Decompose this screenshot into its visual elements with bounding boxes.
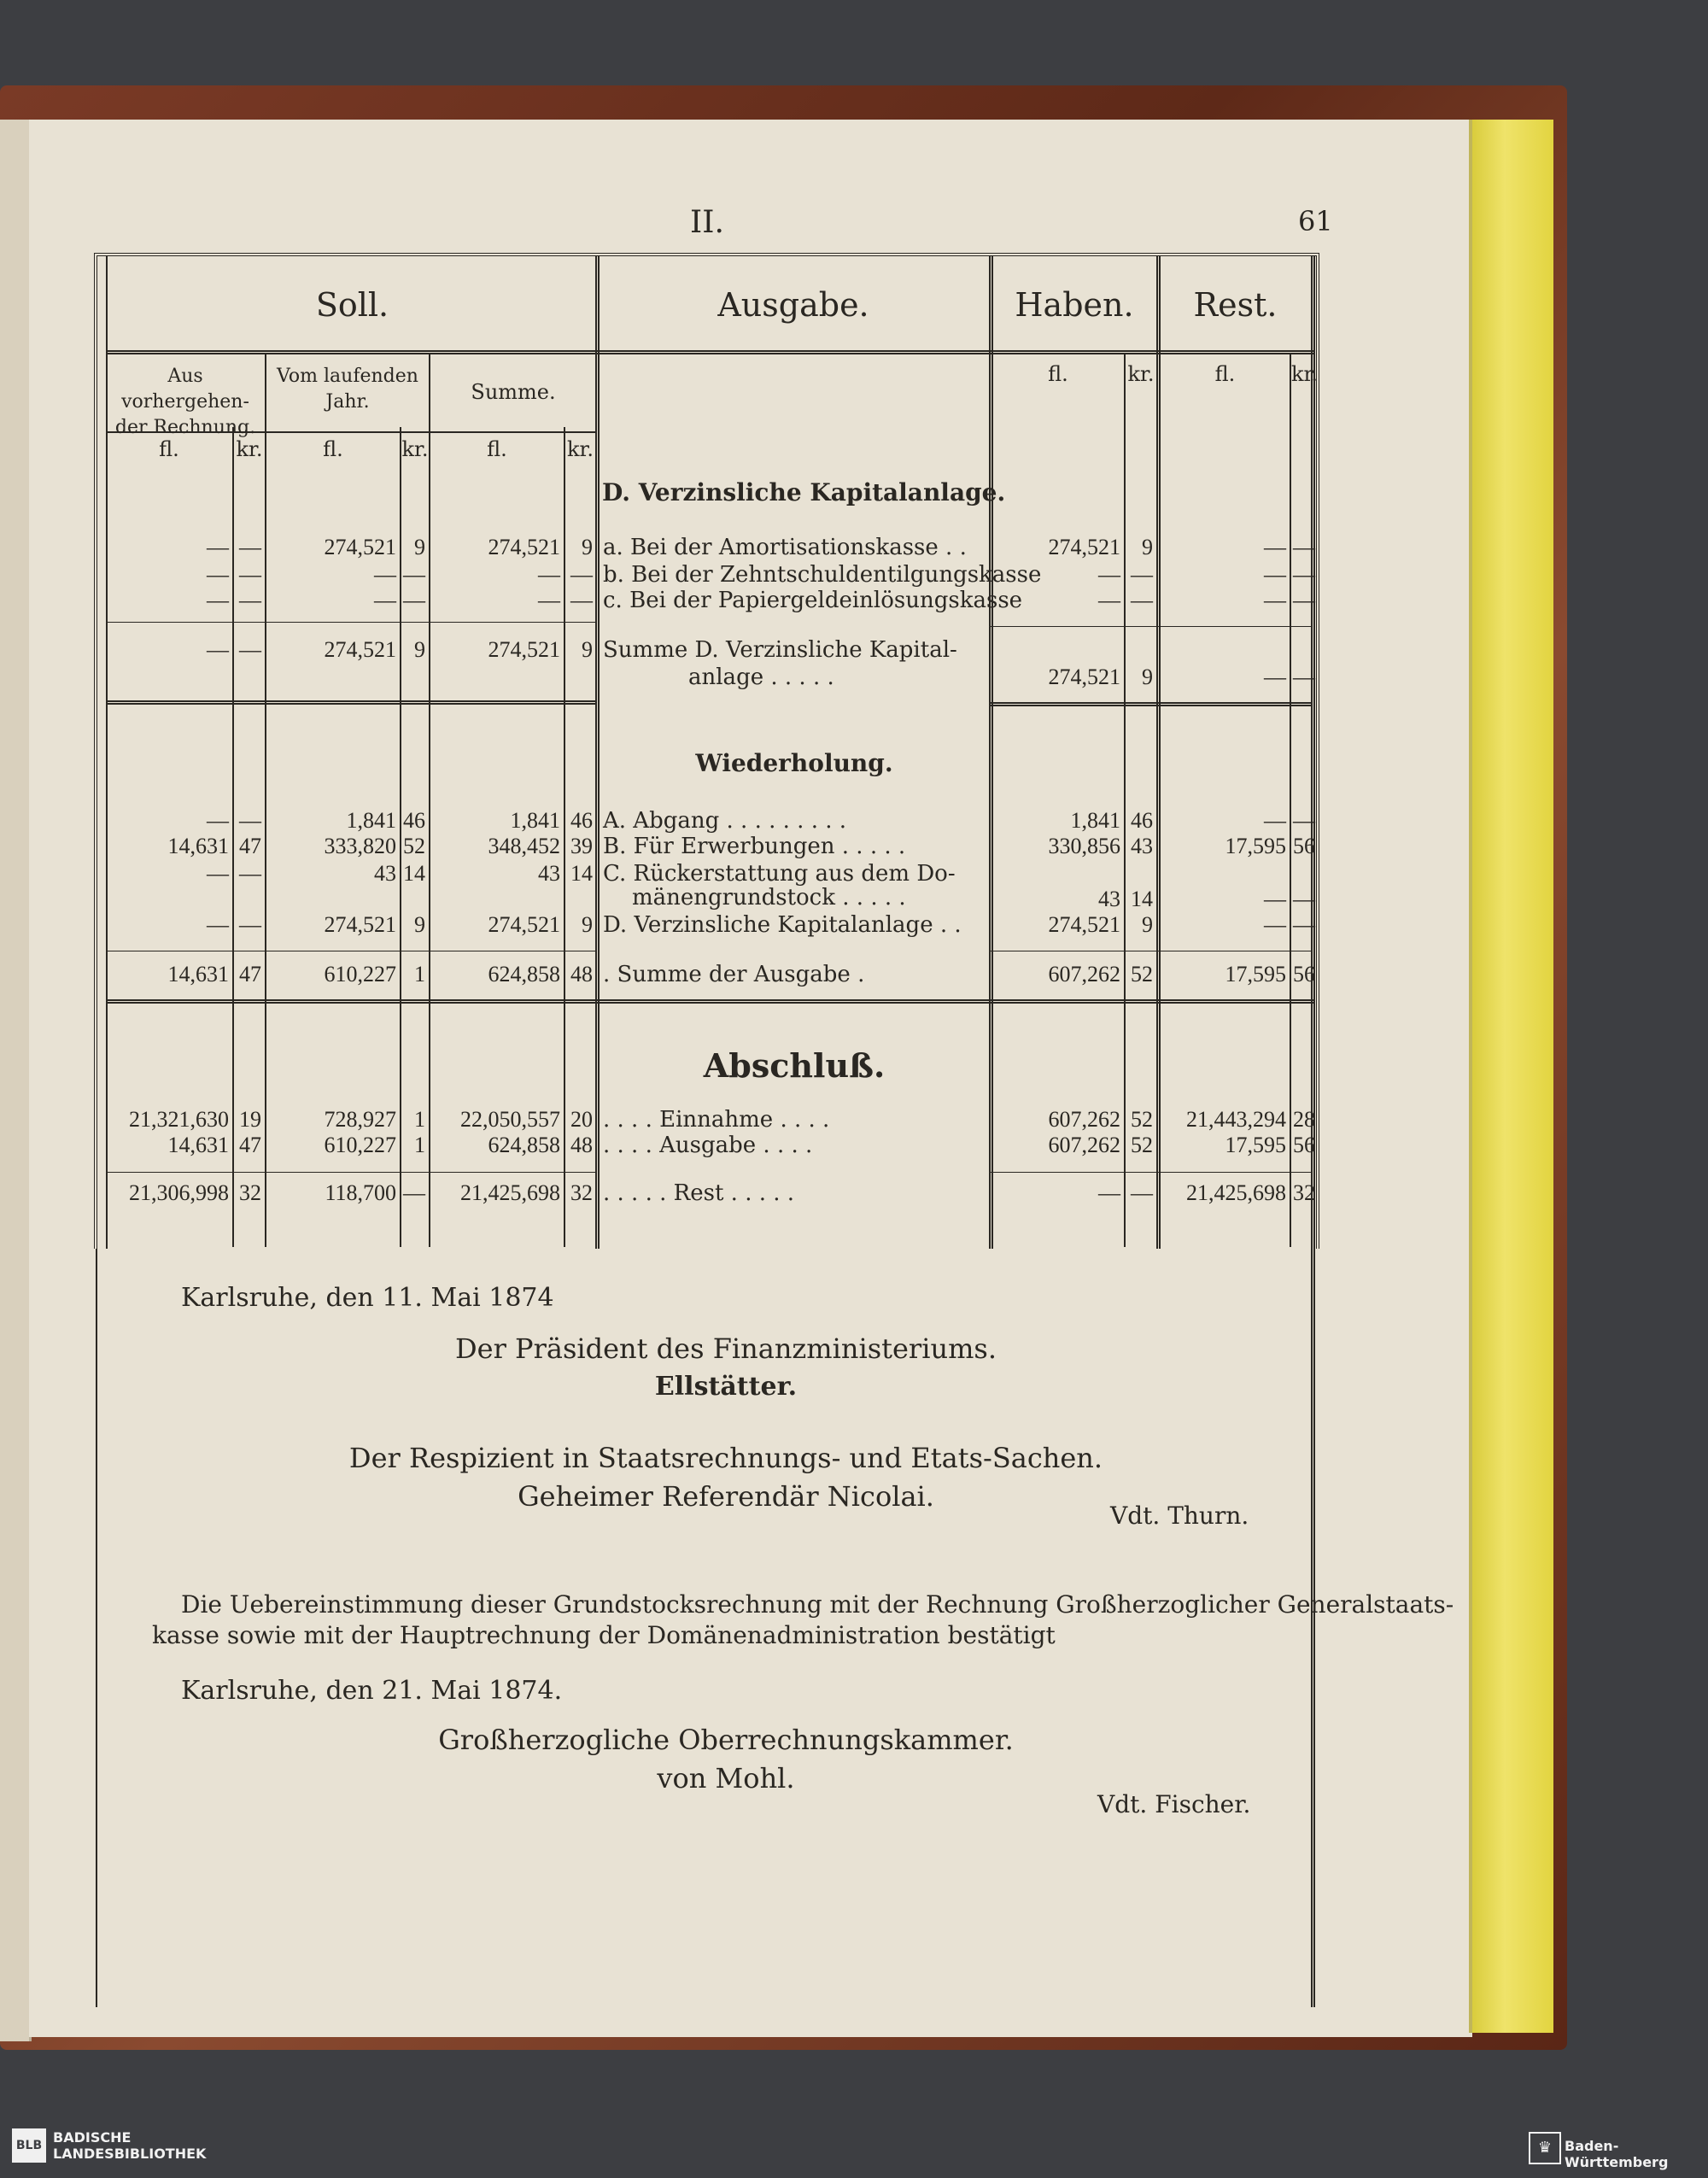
abschluss-row-0-rest-fl: 21,443,294 xyxy=(1186,1107,1286,1132)
section-d-row-2-lauf-fl: — xyxy=(374,588,396,612)
unit-kr-rest: kr. xyxy=(1291,362,1319,386)
section-d-total-hab-kr: 9 xyxy=(1142,665,1153,689)
section-d-row-1-hab-fl: — xyxy=(1098,562,1120,587)
rule-after-total-d-right xyxy=(991,702,1311,706)
abschluss-row-1-sum-kr: 48 xyxy=(570,1133,593,1157)
abschluss-total-rest-fl: 21,425,698 xyxy=(1186,1180,1286,1205)
section-d-row-2-label: c. Bei der Papiergeldeinlösungskasse xyxy=(603,588,1023,613)
blb-logo[interactable]: BLB xyxy=(12,2128,46,2163)
section-d-row-0-aus-fl: — xyxy=(207,535,229,559)
section-d-total-label-2: anlage . . . . . xyxy=(688,665,834,690)
president-title: Der Präsident des Finanzministeriums. xyxy=(454,1332,997,1365)
wiederholung-row-0-label: A. Abgang . . . . . . . . . xyxy=(603,808,847,834)
col-line-ausgabe xyxy=(595,256,600,1249)
respizient-title: Der Respizient in Staatsrechnungs- und Etats-Sachen. xyxy=(348,1442,1103,1474)
header-rest: Rest. xyxy=(1193,286,1278,324)
abschluss-total-sum-kr: 32 xyxy=(570,1180,593,1205)
wiederholung-row-1-sum-kr: 39 xyxy=(570,834,593,858)
wiederholung-row-3-lauf-kr: 9 xyxy=(414,912,425,937)
wiederholung-row-1-label: B. Für Erwerbungen . . . . . xyxy=(603,834,906,859)
wiederholung-row-1-hab-kr: 43 xyxy=(1131,834,1153,858)
wiederholung-row-1-sum-fl: 348,452 xyxy=(488,834,560,858)
unit-kr-lauf: kr. xyxy=(401,437,429,461)
abschluss-total-label: . . . . . Rest . . . . . xyxy=(603,1180,795,1206)
abschluss-row-0-sum-kr: 20 xyxy=(570,1107,593,1132)
section-d-row-2-hab-fl: — xyxy=(1098,588,1120,612)
abschluss-total-lauf-kr: — xyxy=(403,1180,425,1205)
wiederholung-row-0-sum-kr: 46 xyxy=(570,808,593,833)
page-number: 61 xyxy=(1298,205,1333,237)
unit-fl-aus: fl. xyxy=(159,437,179,461)
section-d-total-aus-fl: — xyxy=(207,637,229,662)
section-d-row-1-aus-fl: — xyxy=(207,562,229,587)
rule-after-sum-ausgabe xyxy=(106,999,1314,1004)
unit-kr-haben: kr. xyxy=(1127,362,1155,386)
bw-name: Baden-Württemberg xyxy=(1565,2138,1669,2170)
section-d-row-2-hab-kr: — xyxy=(1131,588,1153,612)
section-d-total-rest-kr: — xyxy=(1293,665,1315,689)
unit-fl-sum: fl. xyxy=(487,437,507,461)
wiederholung-total-sum-fl: 624,858 xyxy=(488,962,560,987)
unit-kr-sum: kr. xyxy=(566,437,594,461)
abschluss-total-aus-kr: 32 xyxy=(239,1180,261,1205)
abschluss-row-1-lauf-fl: 610,227 xyxy=(324,1133,396,1157)
wiederholung-total-hab-fl: 607,262 xyxy=(1048,962,1120,987)
section-d-row-0-aus-kr: — xyxy=(239,535,261,559)
president-name: Ellstätter. xyxy=(654,1372,798,1402)
header-ausgabe: Ausgabe. xyxy=(717,286,869,324)
unit-fl-rest: fl. xyxy=(1214,362,1236,386)
wiederholung-row-2-sum-kr: 14 xyxy=(570,861,593,886)
section-d-row-0-lauf-fl: 274,521 xyxy=(324,535,396,559)
section-d-total-rest-fl: — xyxy=(1264,665,1286,689)
date-line-1: Karlsruhe, den 11. Mai 1874 xyxy=(181,1283,554,1313)
wiederholung-row-0-hab-fl: 1,841 xyxy=(1070,808,1120,833)
page-edge xyxy=(1469,120,1553,2033)
wiederholung-row-2-hab-fl: 43 xyxy=(1098,887,1120,911)
wiederholung-row-0-aus-fl: — xyxy=(207,808,229,833)
wiederholung-row-2-aus-kr: — xyxy=(239,861,261,886)
wiederholung-row-0-rest-fl: — xyxy=(1264,808,1286,833)
section-d-row-0-sum-kr: 9 xyxy=(582,535,593,559)
abschluss-row-1-rest-fl: 17,595 xyxy=(1225,1133,1286,1157)
section-d-row-0-label: a. Bei der Amortisationskasse . . xyxy=(603,535,967,560)
abschluss-row-1-label: . . . . Ausgabe . . . . xyxy=(603,1133,813,1158)
abschluss-row-0-aus-fl: 21,321,630 xyxy=(129,1107,229,1132)
section-d-row-2-sum-fl: — xyxy=(538,588,560,612)
abschluss-row-1-aus-fl: 14,631 xyxy=(167,1133,229,1157)
section-d-total-hab-fl: 274,521 xyxy=(1048,665,1120,689)
rule-before-rest-right xyxy=(991,1172,1311,1173)
col-line-haben xyxy=(989,256,993,1249)
wiederholung-title: Wiederholung. xyxy=(695,749,893,777)
chamber-title: Großherzogliche Oberrechnungskammer. xyxy=(438,1724,1014,1756)
abschluss-total-aus-fl: 21,306,998 xyxy=(129,1180,229,1205)
unit-fl-haben: fl. xyxy=(1048,362,1068,386)
wiederholung-row-3-lauf-fl: 274,521 xyxy=(324,912,396,937)
abschluss-row-1-hab-kr: 52 xyxy=(1131,1133,1153,1157)
section-d-row-1-lauf-kr: — xyxy=(403,562,425,587)
wiederholung-row-0-lauf-fl: 1,841 xyxy=(346,808,396,833)
col-line-rest xyxy=(1156,256,1161,1249)
section-d-row-0-rest-kr: — xyxy=(1293,535,1315,559)
section-d-total-lauf-kr: 9 xyxy=(414,637,425,662)
abschluss-row-0-lauf-kr: 1 xyxy=(414,1107,425,1132)
section-d-total-aus-kr: — xyxy=(239,637,261,662)
rule-before-total-d xyxy=(106,622,595,623)
wiederholung-row-2-lauf-fl: 43 xyxy=(374,861,396,886)
vdt-thurn: Vdt. Thurn. xyxy=(1110,1502,1249,1530)
abschluss-title: Abschluß. xyxy=(703,1046,886,1085)
unit-fl-lauf: fl. xyxy=(323,437,343,461)
vdt-fischer: Vdt. Fischer. xyxy=(1097,1790,1251,1818)
wiederholung-row-0-rest-kr: — xyxy=(1293,808,1315,833)
section-d-total-label-1: Summe D. Verzinsliche Kapital- xyxy=(603,637,957,663)
wiederholung-row-3-rest-fl: — xyxy=(1264,912,1286,937)
abschluss-total-hab-kr: — xyxy=(1131,1180,1153,1205)
blb-name-line-2: LANDESBIBLIOTHEK xyxy=(53,2146,207,2162)
wiederholung-row-0-sum-fl: 1,841 xyxy=(510,808,560,833)
abschluss-row-1-aus-kr: 47 xyxy=(239,1133,261,1157)
section-d-row-2-rest-kr: — xyxy=(1293,588,1315,612)
section-d-row-1-aus-kr: — xyxy=(239,562,261,587)
section-d-row-1-rest-fl: — xyxy=(1264,562,1286,587)
wiederholung-row-2-rest-kr: — xyxy=(1293,887,1315,911)
section-d-row-0-hab-kr: 9 xyxy=(1142,535,1153,559)
wiederholung-total-label: . Summe der Ausgabe . xyxy=(603,962,865,987)
abschluss-row-0-hab-kr: 52 xyxy=(1131,1107,1153,1132)
wiederholung-total-lauf-kr: 1 xyxy=(414,962,425,987)
rule-before-rest xyxy=(106,1172,595,1173)
coat-of-arms-icon: ♛ xyxy=(1529,2132,1561,2164)
blb-name-line-1: BADISCHE xyxy=(53,2129,132,2146)
header-soll: Soll. xyxy=(315,286,389,324)
header-haben: Haben. xyxy=(1015,286,1134,324)
respizient-name: Geheimer Referendär Nicolai. xyxy=(518,1480,934,1513)
section-d-row-2-lauf-kr: — xyxy=(403,588,425,612)
wiederholung-row-2-label-2: mänengrundstock . . . . . xyxy=(632,885,906,910)
section-d-title: D. Verzinsliche Kapitalanlage. xyxy=(602,478,1006,506)
wiederholung-row-0-hab-kr: 46 xyxy=(1131,808,1153,833)
wiederholung-row-3-hab-kr: 9 xyxy=(1142,912,1153,937)
page-border-left xyxy=(96,1249,97,2007)
section-d-total-sum-kr: 9 xyxy=(582,637,593,662)
header-summe: Summe. xyxy=(471,380,556,404)
section-d-row-0-hab-fl: 274,521 xyxy=(1048,535,1120,559)
abschluss-row-1-sum-fl: 624,858 xyxy=(488,1133,560,1157)
section-d-row-1-rest-kr: — xyxy=(1293,562,1315,587)
abschluss-row-0-hab-fl: 607,262 xyxy=(1048,1107,1120,1132)
wiederholung-row-1-hab-fl: 330,856 xyxy=(1048,834,1120,858)
abschluss-total-sum-fl: 21,425,698 xyxy=(460,1180,560,1205)
abschluss-row-1-rest-kr: 56 xyxy=(1293,1133,1315,1157)
wiederholung-row-3-label: D. Verzinsliche Kapitalanlage . . xyxy=(603,912,962,938)
wiederholung-row-1-rest-fl: 17,595 xyxy=(1225,834,1286,858)
col-line-sum xyxy=(429,354,430,1247)
rule-before-total-d-right xyxy=(991,626,1311,627)
wiederholung-row-2-sum-fl: 43 xyxy=(538,861,560,886)
abschluss-total-hab-fl: — xyxy=(1098,1180,1120,1205)
section-d-row-1-sum-kr: — xyxy=(570,562,593,587)
wiederholung-total-aus-kr: 47 xyxy=(239,962,261,987)
abschluss-row-0-sum-fl: 22,050,557 xyxy=(460,1107,560,1132)
wiederholung-row-2-aus-fl: — xyxy=(207,861,229,886)
section-d-row-1-hab-kr: — xyxy=(1131,562,1153,587)
viewer-bottom-bar xyxy=(0,2110,1708,2178)
wiederholung-row-2-hab-kr: 14 xyxy=(1131,887,1153,911)
section-d-row-0-lauf-kr: 9 xyxy=(414,535,425,559)
wiederholung-row-2-rest-fl: — xyxy=(1264,887,1286,911)
abschluss-row-0-lauf-fl: 728,927 xyxy=(324,1107,396,1132)
wiederholung-row-3-rest-kr: — xyxy=(1293,912,1315,937)
left-page-edge xyxy=(0,120,32,2041)
header-rule xyxy=(106,350,1314,354)
wiederholung-row-2-lauf-kr: 14 xyxy=(403,861,425,886)
wiederholung-row-1-lauf-fl: 333,820 xyxy=(324,834,396,858)
abschluss-row-0-aus-kr: 19 xyxy=(239,1107,261,1132)
header-vom-laufenden: Vom laufenden Jahr. xyxy=(277,366,418,413)
confirmation-line-1: Die Uebereinstimmung dieser Grundstocksrechnung mit der Rechnung Großherzoglicher Generalstaats- xyxy=(181,1590,1454,1619)
section-d-row-1-lauf-fl: — xyxy=(374,562,396,587)
wiederholung-row-3-aus-fl: — xyxy=(207,912,229,937)
wiederholung-row-3-sum-kr: 9 xyxy=(582,912,593,937)
wiederholung-total-sum-kr: 48 xyxy=(570,962,593,987)
section-d-row-0-rest-fl: — xyxy=(1264,535,1286,559)
chamber-name: von Mohl. xyxy=(657,1762,795,1795)
wiederholung-total-rest-fl: 17,595 xyxy=(1225,962,1286,987)
abschluss-total-lauf-fl: 118,700 xyxy=(325,1180,396,1205)
wiederholung-total-rest-kr: 56 xyxy=(1293,962,1315,987)
section-d-row-2-aus-fl: — xyxy=(207,588,229,612)
wiederholung-row-1-lauf-kr: 52 xyxy=(403,834,425,858)
section-d-row-2-rest-fl: — xyxy=(1264,588,1286,612)
wiederholung-row-3-sum-fl: 274,521 xyxy=(488,912,560,937)
unit-kr-aus: kr. xyxy=(236,437,263,461)
rule-after-total-d xyxy=(106,700,595,705)
section-d-row-0-sum-fl: 274,521 xyxy=(488,535,560,559)
section-d-row-2-sum-kr: — xyxy=(570,588,593,612)
wiederholung-row-1-aus-kr: 47 xyxy=(239,834,261,858)
abschluss-row-0-rest-kr: 28 xyxy=(1293,1107,1315,1132)
wiederholung-row-3-hab-fl: 274,521 xyxy=(1048,912,1120,937)
wiederholung-row-2-label: C. Rückerstattung aus dem Do- xyxy=(603,861,956,887)
header-aus-vorhergehender: Aus vorhergehen-der Rechnung. xyxy=(114,366,256,438)
confirmation-line-2: kasse sowie mit der Hauptrechnung der Domänenadministration bestätigt xyxy=(152,1621,1056,1649)
wiederholung-row-1-rest-kr: 56 xyxy=(1293,834,1315,858)
wiederholung-total-hab-kr: 52 xyxy=(1131,962,1153,987)
wiederholung-total-lauf-fl: 610,227 xyxy=(324,962,396,987)
abschluss-row-0-label: . . . . Einnahme . . . . xyxy=(603,1107,830,1133)
date-line-2: Karlsruhe, den 21. Mai 1874. xyxy=(181,1676,563,1706)
wiederholung-row-3-aus-kr: — xyxy=(239,912,261,937)
wiederholung-total-aus-fl: 14,631 xyxy=(167,962,229,987)
section-number: II. xyxy=(690,205,724,240)
section-d-row-1-sum-fl: — xyxy=(538,562,560,587)
section-d-row-1-label: b. Bei der Zehntschuldentilgungskasse xyxy=(603,562,1042,588)
wiederholung-row-1-aus-fl: 14,631 xyxy=(167,834,229,858)
section-d-row-2-aus-kr: — xyxy=(239,588,261,612)
col-line-lauf xyxy=(265,354,266,1247)
abschluss-total-rest-kr: 32 xyxy=(1293,1180,1315,1205)
abschluss-row-1-hab-fl: 607,262 xyxy=(1048,1133,1120,1157)
wiederholung-row-0-lauf-kr: 46 xyxy=(403,808,425,833)
section-d-total-lauf-fl: 274,521 xyxy=(324,637,396,662)
section-d-total-sum-fl: 274,521 xyxy=(488,637,560,662)
wiederholung-row-0-aus-kr: — xyxy=(239,808,261,833)
abschluss-row-1-lauf-kr: 1 xyxy=(414,1133,425,1157)
